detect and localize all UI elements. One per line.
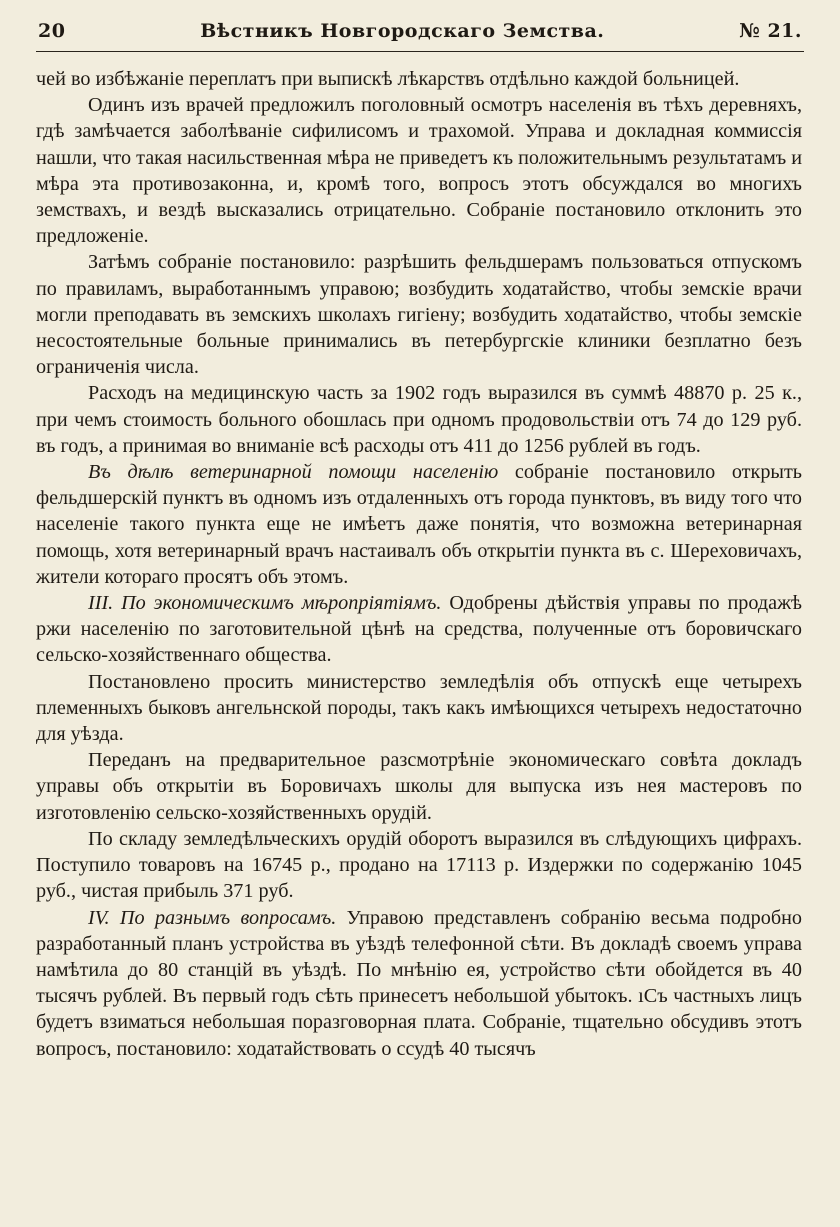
section-lead-economic: III. По экономическимъ мѣропріятіямъ. xyxy=(88,592,442,615)
section-lead-misc: IV. По разнымъ вопросамъ. xyxy=(88,906,337,929)
journal-title: Вѣстникъ Новгородскаго Земства. xyxy=(200,20,605,42)
paragraph-2: Одинъ изъ врачей предложилъ поголовный осмотръ населенія въ тѣхъ деревняхъ, гдѣ замѣчается заболѣваніе сифилисомъ и трахомой. Управа и докладная коммиссія нашли, что такая насильственная мѣра не приведетъ къ положительнымъ результатамъ и мѣра эта противозаконна, и, кромѣ того, вопросъ этотъ обсуждался во многихъ земствахъ, и вездѣ высказались отрицательно. Собраніе постановило отклонить это предложеніе. xyxy=(36,94,803,248)
paragraph-10: IV. По разнымъ вопросамъ. Управою представленъ собранію весьма подробно разработанный планъ устройства въ уѣздѣ телефонной сѣти. Въ докладѣ своемъ управа намѣтила до 80 станцій въ уѣздѣ. По мнѣнію ея, устройство сѣти обойдется въ 40 тысячъ рублей. Въ первый годъ сѣть принесетъ небольшой убытокъ. ıСъ частныхъ лицъ будетъ взиматься небольшая поразговорная плата. Собраніе, тщательно обсудивъ этотъ вопросъ, постановило: ходатайствовать о ссудѣ 40 тысячъ xyxy=(36,906,803,1060)
paragraph-6: III. По экономическимъ мѣропріятіямъ. Одобрены дѣйствія управы по продажѣ ржи населенію по заготовительной цѣнѣ на средства, полученные отъ боровичскаго сельско-хозяйственнаго общества. xyxy=(36,592,802,667)
paragraph-8: Переданъ на предварительное разсмотрѣніе экономическаго совѣта докладъ управы объ открытіи въ Боровичахъ школы для выпуска изъ нея мастеровъ по изготовленію сельско-хозяйственныхъ орудій. xyxy=(36,749,802,824)
section-lead-veterinary: Въ дѣлѣ ветеринарной помощи населенію xyxy=(88,461,499,484)
paragraph-4: Расходъ на медицинскую часть за 1902 годъ выразился въ суммѣ 48870 р. 25 к., при чемъ стоимость больного обошлась при одномъ продовольствіи отъ 74 до 129 руб. въ годъ, а принимая во вниманіе всѣ расходы отъ 411 до 1256 рублей въ годъ. xyxy=(36,382,802,457)
article-body xyxy=(36,66,802,1062)
paragraph-5: Въ дѣлѣ ветеринарной помощи населенію собраніе постановило открыть фельдшерскій пунктъ въ одномъ изъ отдаленныхъ отъ города пунктовъ, въ виду того что населеніе такого пункта еще не имѣетъ даже понятія, что возможна ветеринарная помощь, хотя ветеринарный врачъ настаивалъ объ открытіи пункта въ с. Шереховичахъ, жители котораго просятъ объ этомъ. xyxy=(36,461,803,588)
page-number: 20 xyxy=(38,20,66,42)
paragraph-9: По складу земледѣльческихъ орудій оборотъ выразился въ слѣдующихъ цифрахъ. Поступило товаровъ на 16745 р., продано на 17113 р. Издержки по содержанію 1045 руб., чистая прибыль 371 руб. xyxy=(36,827,802,903)
paragraph-3: Затѣмъ собраніе постановило: разрѣшить фельдшерамъ пользоваться отпускомъ по правиламъ, выработаннымъ управою; возбудить ходатайство, чтобы земскіе врачи могли преподавать въ земскихъ школахъ гигіену; возбудить ходатайство, чтобы земскіе несостоятельные больные принимались въ петербургскіе клиники безплатно безъ ограниченія числа. xyxy=(36,251,802,379)
paragraph-1: чей во избѣжаніе переплатъ при выпискѣ лѣкарствъ отдѣльно каждой больницей. xyxy=(36,68,740,90)
paragraph-7: Постановлено просить министерство земледѣлія объ отпускѣ еще четырехъ племенныхъ быковъ ангельнской породы, такъ какъ имѣющихся четырехъ недостаточно для уѣзда. xyxy=(36,670,802,746)
issue-number: № 21. xyxy=(739,20,802,42)
running-header xyxy=(36,20,804,52)
